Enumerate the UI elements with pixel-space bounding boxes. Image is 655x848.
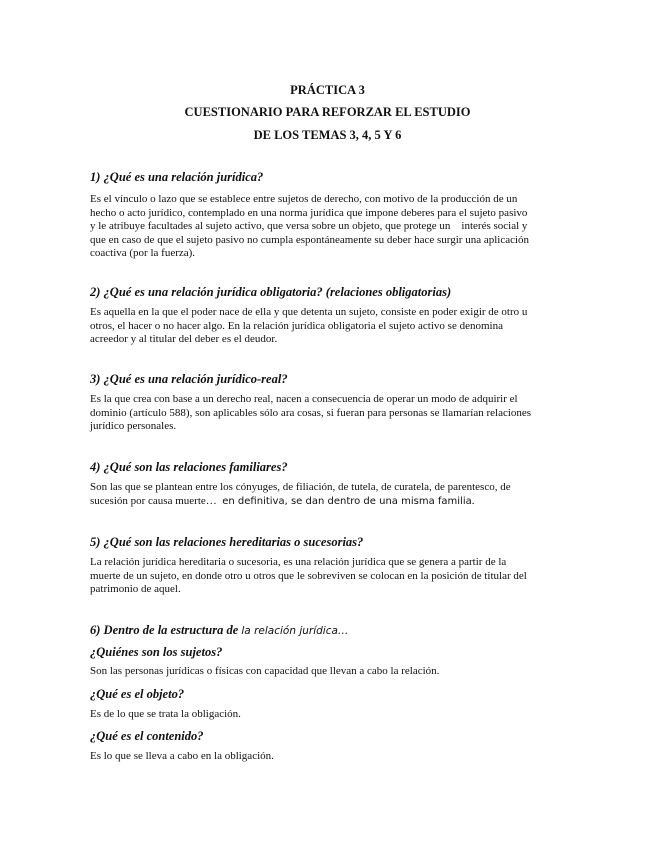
question-3: 3) ¿Qué es una relación jurídico-real?	[90, 372, 288, 386]
sub-answer-object	[90, 708, 570, 722]
answer-4-text-end: .	[471, 494, 475, 507]
answer-4-emphasis: en definitiva, se dan dentro de una misma familia	[222, 495, 472, 507]
sub-answer-subjects	[90, 665, 570, 679]
question-4: 4) ¿Qué son las relaciones familiares?	[90, 460, 288, 474]
answer-4-text-start: sucesión por causa muerte…	[90, 494, 223, 507]
answer-1-line: Es el vínculo o lazo que se establece entre sujetos de derecho, con motivo de la producción de un	[90, 193, 518, 205]
question-6-emphasis: la relación jurídica…	[241, 625, 349, 637]
answer-4-line	[90, 495, 570, 509]
answer-2	[90, 306, 570, 347]
answer-5-line: La relación jurídica hereditaria o sucesoria, es una relación jurídica que se genera a partir de la	[90, 556, 507, 568]
practice-title: PRÁCTICA 3	[290, 83, 365, 97]
questionnaire-title: CUESTIONARIO PARA REFORZAR EL ESTUDIO	[184, 105, 471, 119]
sub-question-subjects: ¿Quiénes son los sujetos?	[90, 645, 223, 659]
answer-2-line: otros, el hacer o no hacer algo. En la relación jurídica obligatoria el sujeto activo se denomina	[90, 319, 503, 332]
sub-answer-content	[90, 750, 570, 764]
answer-1-line: y le atribuye facultades al sujeto activo, que versa sobre un objeto, que protege un interés social y	[90, 220, 528, 233]
answer-1-line: hecho o acto jurídico, contemplado en una norma jurídica que impone deberes para el sujeto pasivo	[90, 206, 528, 219]
answer-5-line: patrimonio de aquel.	[90, 583, 181, 596]
question-6-text: 6) Dentro de la estructura de	[90, 623, 242, 637]
answer-4-line: Son las que se plantean entre los cónyuges, de filiación, de tutela, de curatela, de parentesco, de	[90, 481, 511, 493]
answer-2-line: acreedor y al titular del deber es el deudor.	[90, 333, 278, 346]
question-2: 2) ¿Qué es una relación jurídica obligatoria? (relaciones obligatorias)	[90, 285, 452, 299]
sub-answer-object-line: Es de lo que se trata la obligación.	[90, 708, 241, 720]
answer-5-line: muerte de un sujeto, en donde otro u otros que le sobreviven se colocan en la posición de titular del	[90, 569, 527, 582]
sub-answer-subjects-line: Son las personas jurídicas o físicas con capacidad que llevan a cabo la relación.	[90, 665, 440, 677]
question-6	[90, 623, 570, 638]
sub-question-content: ¿Qué es el contenido?	[90, 729, 204, 743]
answer-1	[90, 193, 570, 261]
answer-3-line: Es la que crea con base a un derecho real, nacen a consecuencia de operar un modo de adquirir el	[90, 393, 518, 405]
answer-1-line: coactiva (por la fuerza).	[90, 247, 196, 260]
answer-3-line: jurídico personales.	[90, 420, 177, 433]
topics-title: DE LOS TEMAS 3, 4, 5 Y 6	[253, 128, 402, 142]
answer-4	[90, 481, 570, 508]
answer-1-line: que en caso de que el sujeto pasivo no cumpla espontáneamente su deber hace surgir una aplicación	[90, 233, 530, 246]
answer-5	[90, 556, 570, 597]
answer-2-line: Es aquella en la que el poder nace de ella y que detenta un sujeto, consiste en poder exigir de otro u	[90, 306, 528, 318]
sub-question-object: ¿Qué es el objeto?	[90, 687, 185, 701]
answer-3-line: dominio (artículo 588), son aplicables sólo ara cosas, si fueran para personas se llamarían relaciones	[90, 406, 532, 419]
question-1: 1) ¿Qué es una relación jurídica?	[90, 170, 264, 184]
answer-3	[90, 393, 570, 434]
sub-answer-content-line: Es lo que se lleva a cabo en la obligación.	[90, 750, 274, 762]
question-5: 5) ¿Qué son las relaciones hereditarias o sucesorias?	[90, 535, 364, 549]
